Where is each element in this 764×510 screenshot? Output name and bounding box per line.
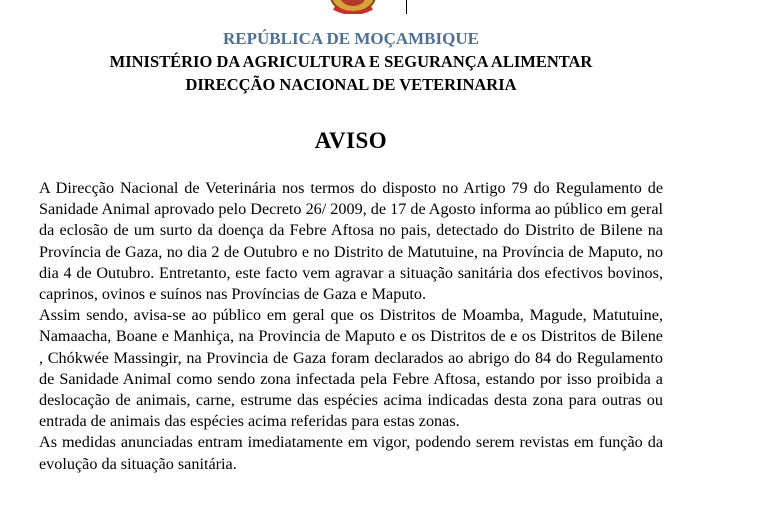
directorate-name: DIRECÇÃO NACIONAL DE VETERINARIA (185, 75, 517, 94)
paragraph-3: As medidas anunciadas entram imediatamente em vigor, podendo serem revistas em função da evolução da situação sanitária. (39, 433, 663, 473)
national-emblem-icon (320, 0, 386, 14)
document-header (0, 28, 702, 96)
paragraph-2: Assim sendo, avisa-se ao público em geral que os Distritos de Moamba, Magude, Matutuine, Namaacha, Boane e Manhiça, na Provincia de Maputo e os Distritos de e os Distritos de Bilene , Chókwée Massingir, na Provincia de Gaza foram declarados ao abrigo do 84 do Regulamento de Sanidade Animal como sendo zona infectada pela Febre Aftosa, estando por isso proibida a deslocação de animais, carne, estrume das espécies acima indicadas desta zona para outras ou entrada de animais das espécies acima referidas para estas zonas. (39, 306, 663, 431)
ministry-name: MINISTÉRIO DA AGRICULTURA E SEGURANÇA ALIMENTAR (109, 52, 593, 71)
notice-body (39, 178, 663, 475)
republic-name: REPÚBLICA DE MOÇAMBIQUE (223, 29, 479, 48)
notice-title: AVISO (314, 128, 388, 153)
page-edge-line (406, 0, 407, 14)
paragraph-1: A Direcção Nacional de Veterinária nos termos do disposto no Artigo 79 do Regulamento de Sanidade Animal aprovado pelo Decreto 26/ 2009, de 17 de Agosto informa ao público em geral da eclosão de um surto da doença da Febre Aftosa no pais, detectado do Distrito de Bilene na Província de Gaza, no dia 2 de Outubro e no Distrito de Matutuine, na Província de Maputo, no dia 4 de Outubro. Entretanto, este facto vem agravar a situação sanitária dos efectivos bovinos, caprinos, ovinos e suínos nas Províncias de Gaza e Maputo. (39, 179, 663, 304)
